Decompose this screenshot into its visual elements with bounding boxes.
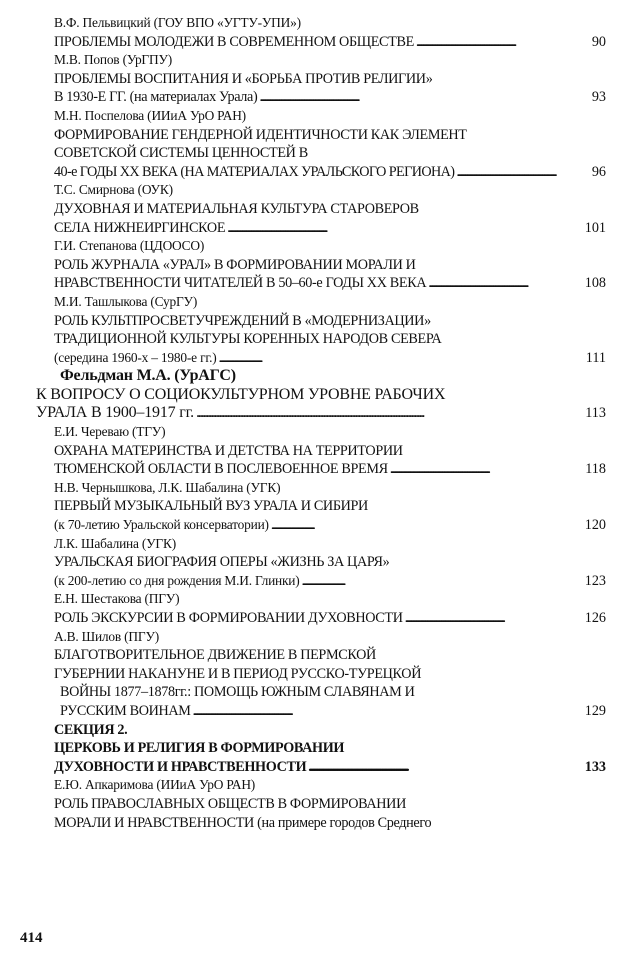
toc-author (54, 51, 606, 70)
toc-title (54, 312, 606, 331)
toc-section-heading (54, 739, 606, 758)
toc-page-number: 129 (584, 702, 606, 719)
toc-entry-text: (середина 1960-х – 1980-е гг.) (54, 349, 217, 365)
leader-dots (302, 572, 583, 591)
toc-entry (54, 349, 606, 368)
toc-page-number: 111 (585, 349, 606, 366)
toc-author (54, 479, 606, 498)
toc-page-number: 93 (591, 89, 606, 106)
toc-entry-text: В 1930-Е ГГ. (на материалах Урала) (54, 89, 258, 106)
toc-entry-text: РУССКИМ ВОИНАМ (60, 702, 191, 719)
toc-entry-text: ПРОБЛЕМЫ ВОСПИТАНИЯ И «БОРЬБА ПРОТИВ РЕЛИГИИ» (54, 70, 433, 87)
toc-entry (54, 758, 606, 777)
toc-entry-text: Фельдман М.А. (УрАГС) (60, 367, 236, 385)
toc-entry (60, 702, 606, 721)
toc-title (54, 646, 606, 665)
toc-title (54, 144, 606, 163)
toc-entry-text: 40-е ГОДЫ XX ВЕКА (НА МАТЕРИАЛАХ УРАЛЬСКОГО РЕГИОНА) (54, 163, 455, 180)
toc-entry-text: Е.Ю. Апкаримова (ИИиА УрО РАН) (54, 777, 256, 793)
toc-page-number: 126 (584, 610, 606, 626)
toc-author (54, 572, 606, 591)
toc-entry (54, 33, 606, 52)
toc-entry (36, 404, 606, 423)
toc-section-heading (54, 721, 606, 740)
toc-title (54, 70, 606, 89)
leader-dots (259, 88, 589, 107)
toc-entry (54, 274, 606, 293)
toc-entry-text: (к 70-летию Уральской консерватории) (54, 517, 269, 533)
toc-entry (54, 516, 606, 535)
toc-page-number: 133 (584, 758, 606, 775)
toc-author (54, 14, 606, 33)
toc-entry-text: СЕКЦИЯ 2. (54, 721, 128, 738)
leader-dots (428, 274, 582, 293)
toc-entry (54, 88, 606, 107)
toc-entry-text: (к 200-летию со дня рождения М.И. Глинки) (54, 572, 300, 588)
toc-author (54, 181, 606, 200)
table-of-contents (36, 14, 606, 832)
toc-entry (54, 609, 606, 628)
toc-entry-text: Е.И. Череваю (ТГУ) (54, 424, 166, 440)
toc-entry-text: Е.Н. Шестакова (ПГУ) (54, 591, 180, 607)
toc-entry-text: Г.И. Степанова (ЦДООСО) (54, 238, 205, 254)
toc-entry-text: РОЛЬ ЭКСКУРСИИ В ФОРМИРОВАНИИ ДУХОВНОСТИ (54, 610, 403, 626)
toc-author (54, 293, 606, 312)
toc-entry (54, 219, 606, 238)
toc-title (54, 330, 606, 349)
toc-entry-text: А.В. Шилов (ПГУ) (54, 628, 159, 644)
toc-page-number: 113 (585, 405, 606, 422)
toc-page-number: 101 (584, 219, 606, 236)
toc-author (54, 776, 606, 795)
toc-entry-text: В.Ф. Пельвицкий (ГОУ ВПО «УГТУ-УПИ») (54, 15, 301, 30)
toc-author (54, 349, 606, 368)
toc-author (54, 535, 606, 554)
leader-dots (271, 516, 583, 535)
toc-title (36, 404, 606, 423)
toc-title (60, 702, 606, 721)
leader-dots (416, 33, 590, 52)
toc-title (54, 274, 606, 293)
toc-entry-text: ДУХОВНАЯ И МАТЕРИАЛЬНАЯ КУЛЬТУРА СТАРОВЕРОВ (54, 200, 419, 217)
toc-entry-text: К ВОПРОСУ О СОЦИОКУЛЬТУРНОМ УРОВНЕ РАБОЧИХ (36, 385, 446, 403)
toc-entry-text: ПЕРВЫЙ МУЗЫКАЛЬНЫЙ ВУЗ УРАЛА И СИБИРИ (54, 498, 368, 515)
toc-title (54, 460, 606, 479)
toc-author (54, 628, 606, 647)
toc-entry-text: НРАВСТВЕННОСТИ ЧИТАТЕЛЕЙ В 50–60-е ГОДЫ XX ВЕКА (54, 275, 427, 292)
toc-entry-text: Н.В. Чернышкова, Л.К. Шабалина (УГК) (54, 479, 281, 495)
toc-title (54, 442, 606, 461)
toc-entry-text: УРАЛА В 1900–1917 гг. (36, 404, 194, 422)
toc-author (60, 367, 606, 386)
leader-dots (405, 609, 583, 628)
toc-entry-text: ГУБЕРНИИ НАКАНУНЕ И В ПЕРИОД РУССКО-ТУРЕЦКОЙ (54, 665, 422, 682)
toc-section-heading (54, 758, 606, 777)
toc-entry-text: РОЛЬ ЖУРНАЛА «УРАЛ» В ФОРМИРОВАНИИ МОРАЛИ И (54, 256, 416, 273)
toc-entry-text: М.В. Попов (УрГПУ) (54, 52, 172, 68)
toc-entry-text: БЛАГОТВОРИТЕЛЬНОЕ ДВИЖЕНИЕ В ПЕРМСКОЙ (54, 647, 376, 664)
toc-entry-text: УРАЛЬСКАЯ БИОГРАФИЯ ОПЕРЫ «ЖИЗНЬ ЗА ЦАРЯ» (54, 554, 390, 571)
toc-entry-text: СОВЕТСКОЙ СИСТЕМЫ ЦЕННОСТЕЙ В (54, 145, 308, 162)
toc-entry-text: ЦЕРКОВЬ И РЕЛИГИЯ В ФОРМИРОВАНИИ (54, 740, 345, 757)
toc-title (54, 200, 606, 219)
toc-entry-text: СЕЛА НИЖНЕИРГИНСКОЕ (54, 219, 226, 236)
toc-page-number: 118 (585, 461, 606, 478)
toc-entry (54, 460, 606, 479)
toc-page-number: 120 (584, 517, 606, 534)
toc-page-number: 123 (584, 572, 606, 589)
toc-title (54, 163, 606, 182)
toc-entry (54, 572, 606, 591)
toc-entry-text: Т.С. Смирнова (ОУК) (54, 182, 173, 198)
toc-title (54, 88, 606, 107)
toc-title (54, 795, 606, 814)
toc-title (60, 683, 606, 702)
leader-dots (193, 702, 583, 721)
toc-entry (54, 163, 606, 182)
toc-author (54, 107, 606, 126)
leader-dots (227, 219, 583, 238)
toc-title (54, 497, 606, 516)
toc-page-number: 96 (591, 163, 606, 180)
toc-author (54, 516, 606, 535)
toc-entry-text: РОЛЬ КУЛЬТПРОСВЕТУЧРЕЖДЕНИЙ В «МОДЕРНИЗАЦИИ» (54, 312, 431, 329)
toc-title (54, 33, 606, 52)
toc-entry-text: МОРАЛИ И НРАВСТВЕННОСТИ (на примере городов Среднего (54, 814, 432, 831)
toc-title (54, 126, 606, 145)
leader-dots (308, 758, 582, 777)
toc-entry-text: ТЮМЕНСКОЙ ОБЛАСТИ В ПОСЛЕВОЕННОЕ ВРЕМЯ (54, 461, 388, 478)
toc-entry-text: ДУХОВНОСТИ И НРАВСТВЕННОСТИ (54, 758, 307, 775)
toc-page-number: 108 (584, 275, 606, 292)
toc-entry-text: М.Н. Поспелова (ИИиА УрО РАН) (54, 107, 246, 123)
leader-dots (456, 163, 589, 182)
toc-entry-text: РОЛЬ ПРАВОСЛАВНЫХ ОБЩЕСТВ В ФОРМИРОВАНИИ (54, 795, 406, 812)
leader-dots (196, 404, 583, 423)
toc-title (54, 553, 606, 572)
toc-author (54, 237, 606, 256)
toc-entry-text: ТРАДИЦИОННОЙ КУЛЬТУРЫ КОРЕННЫХ НАРОДОВ СЕВЕРА (54, 331, 442, 348)
leader-dots (219, 349, 584, 368)
toc-title (54, 609, 606, 628)
toc-entry-text: М.И. Ташлыкова (СурГУ) (54, 293, 198, 309)
toc-title (54, 219, 606, 238)
toc-page-number: 90 (591, 33, 606, 50)
leader-dots (390, 460, 584, 479)
toc-entry-text: Л.К. Шабалина (УГК) (54, 535, 176, 551)
toc-entry-text: ОХРАНА МАТЕРИНСТВА И ДЕТСТВА НА ТЕРРИТОРИИ (54, 442, 403, 459)
toc-title (54, 665, 606, 684)
toc-author (54, 423, 606, 442)
toc-title (54, 256, 606, 275)
page-number: 414 (20, 930, 43, 946)
toc-title (54, 814, 606, 833)
toc-entry-text: ФОРМИРОВАНИЕ ГЕНДЕРНОЙ ИДЕНТИЧНОСТИ КАК ЭЛЕМЕНТ (54, 126, 467, 143)
toc-entry-text: ВОЙНЫ 1877–1878гг.: ПОМОЩЬ ЮЖНЫМ СЛАВЯНАМ И (60, 684, 415, 701)
toc-author (54, 590, 606, 609)
toc-title (36, 386, 606, 405)
toc-entry-text: ПРОБЛЕМЫ МОЛОДЕЖИ В СОВРЕМЕННОМ ОБЩЕСТВЕ (54, 33, 414, 50)
